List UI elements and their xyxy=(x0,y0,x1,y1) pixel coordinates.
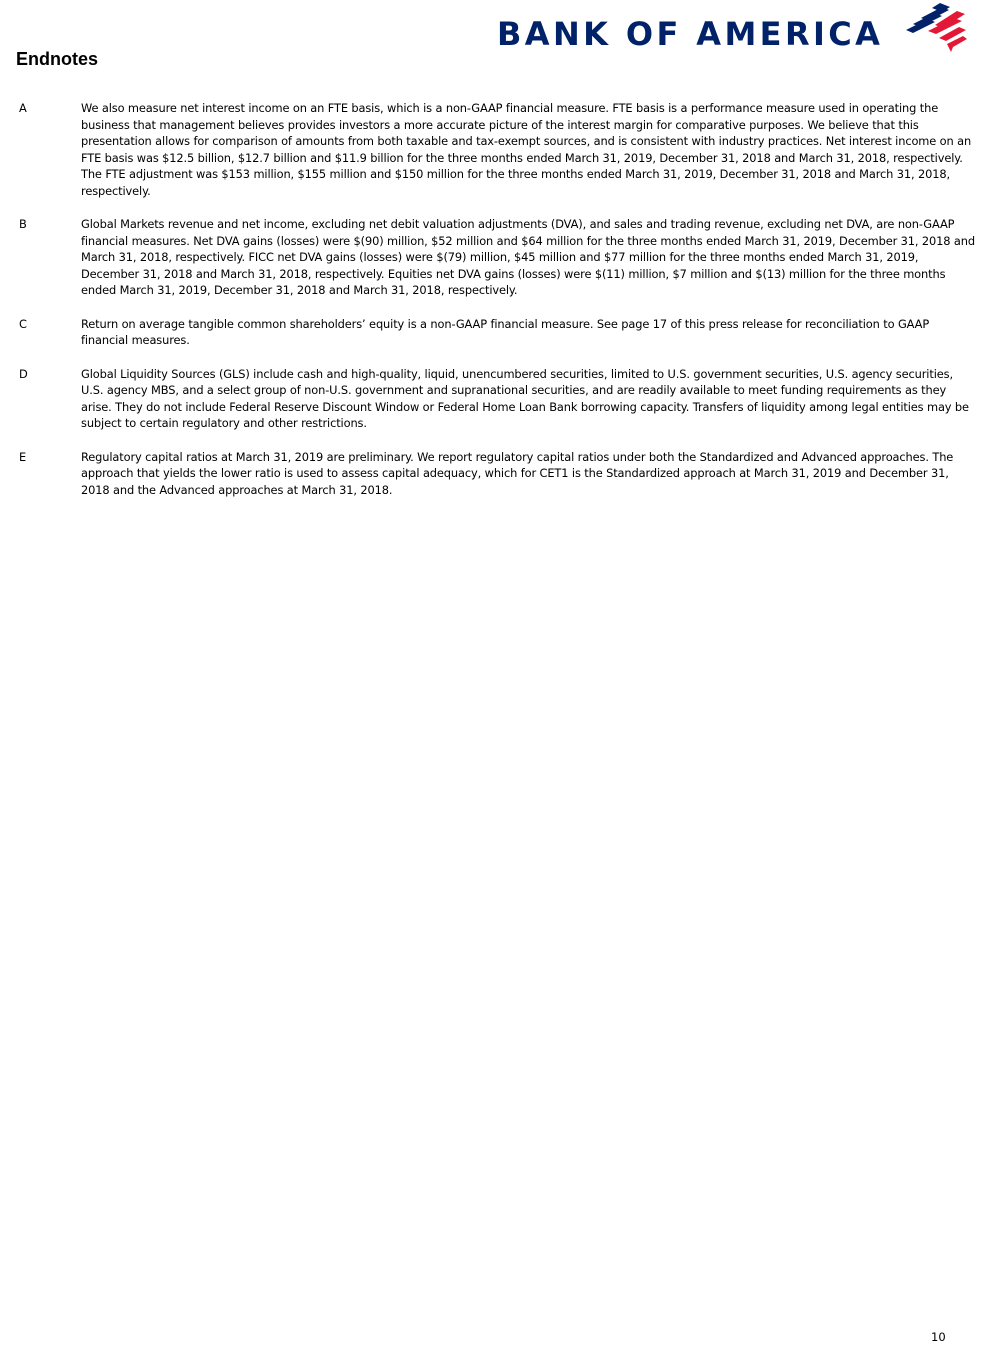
endnote-item xyxy=(19,316,975,349)
endnote-item xyxy=(19,100,975,199)
endnote-letter: D xyxy=(19,366,28,381)
page-number: 10 xyxy=(931,1330,946,1344)
logo-wordmark: BANK OF AMERICA xyxy=(497,15,884,53)
endnote-letter: E xyxy=(19,449,27,464)
flag-icon xyxy=(901,3,967,53)
endnote-item xyxy=(19,366,975,432)
endnote-text: Regulatory capital ratios at March 31, 2019 are preliminary. We report regulatory capital ratios under both the Standardized and Advanced approaches. The approach that yields the lower ratio is used to assess capital adequacy, which for CET1 is the Standardized approach at March 31, 2019 and December 31, 2018 and the Advanced approaches at March 31, 2018. xyxy=(81,449,954,497)
endnote-text: Return on average tangible common shareholders’ equity is a non-GAAP financial measure. See page 17 of this press release for reconciliation to GAAP financial measures. xyxy=(81,316,930,347)
endnote-text: We also measure net interest income on an FTE basis, which is a non-GAAP financial measure. FTE basis is a performance measure used in operating the business that management believes provides investors a more accurate picture of the interest margin for comparative purposes. We believe that this presentation allows for comparison of amounts from both taxable and tax-exempt sources, and is consistent with industry practices. Net interest income on an FTE basis was $12.5 billion, $12.7 billion and $11.9 billion for the three months ended March 31, 2019, December 31, 2018 and March 31, 2018, respectively. The FTE adjustment was $153 million, $155 million and $150 million for the three months ended March 31, 2019, December 31, 2018 and March 31, 2018, respectively. xyxy=(81,101,972,198)
endnote-letter: A xyxy=(19,101,27,115)
endnote-letter: C xyxy=(19,316,27,331)
endnote-item xyxy=(19,216,975,299)
page-title: Endnotes xyxy=(16,49,99,69)
endnote-text: Global Markets revenue and net income, excluding net debit valuation adjustments (DVA), and sales and trading revenue, excluding net DVA, are non-GAAP financial measures. Net DVA gains (losses) were $(90) million, $52 million and $64 million for the three months ended March 31, 2019, December 31, 2018 and March 31, 2018, respectively. FICC net DVA gains (losses) were $(79) million, $45 million and $77 million for the three months ended March 31, 2019, December 31, 2018 and March 31, 2018, respectively. Equities net DVA gains (losses) were $(11) million, $7 million and $(13) million for the three months ended March 31, 2019, December 31, 2018 and March 31, 2018, respectively. xyxy=(81,217,975,297)
endnote-text: Global Liquidity Sources (GLS) include cash and high-quality, liquid, unencumbered securities, limited to U.S. government securities, U.S. agency securities, U.S. agency MBS, and a select group of non-U.S. government and supranational securities, and are readily available to meet funding requirements as they arise. They do not include Federal Reserve Discount Window or Federal Home Loan Bank borrowing capacity. Transfers of liquidity among legal entities may be subject to certain regulatory and other restrictions. xyxy=(81,366,969,430)
endnote-item xyxy=(19,449,975,499)
endnote-letter: B xyxy=(19,217,27,231)
page-header xyxy=(0,0,993,80)
bank-logo xyxy=(497,10,967,56)
endnotes-list xyxy=(19,100,975,515)
